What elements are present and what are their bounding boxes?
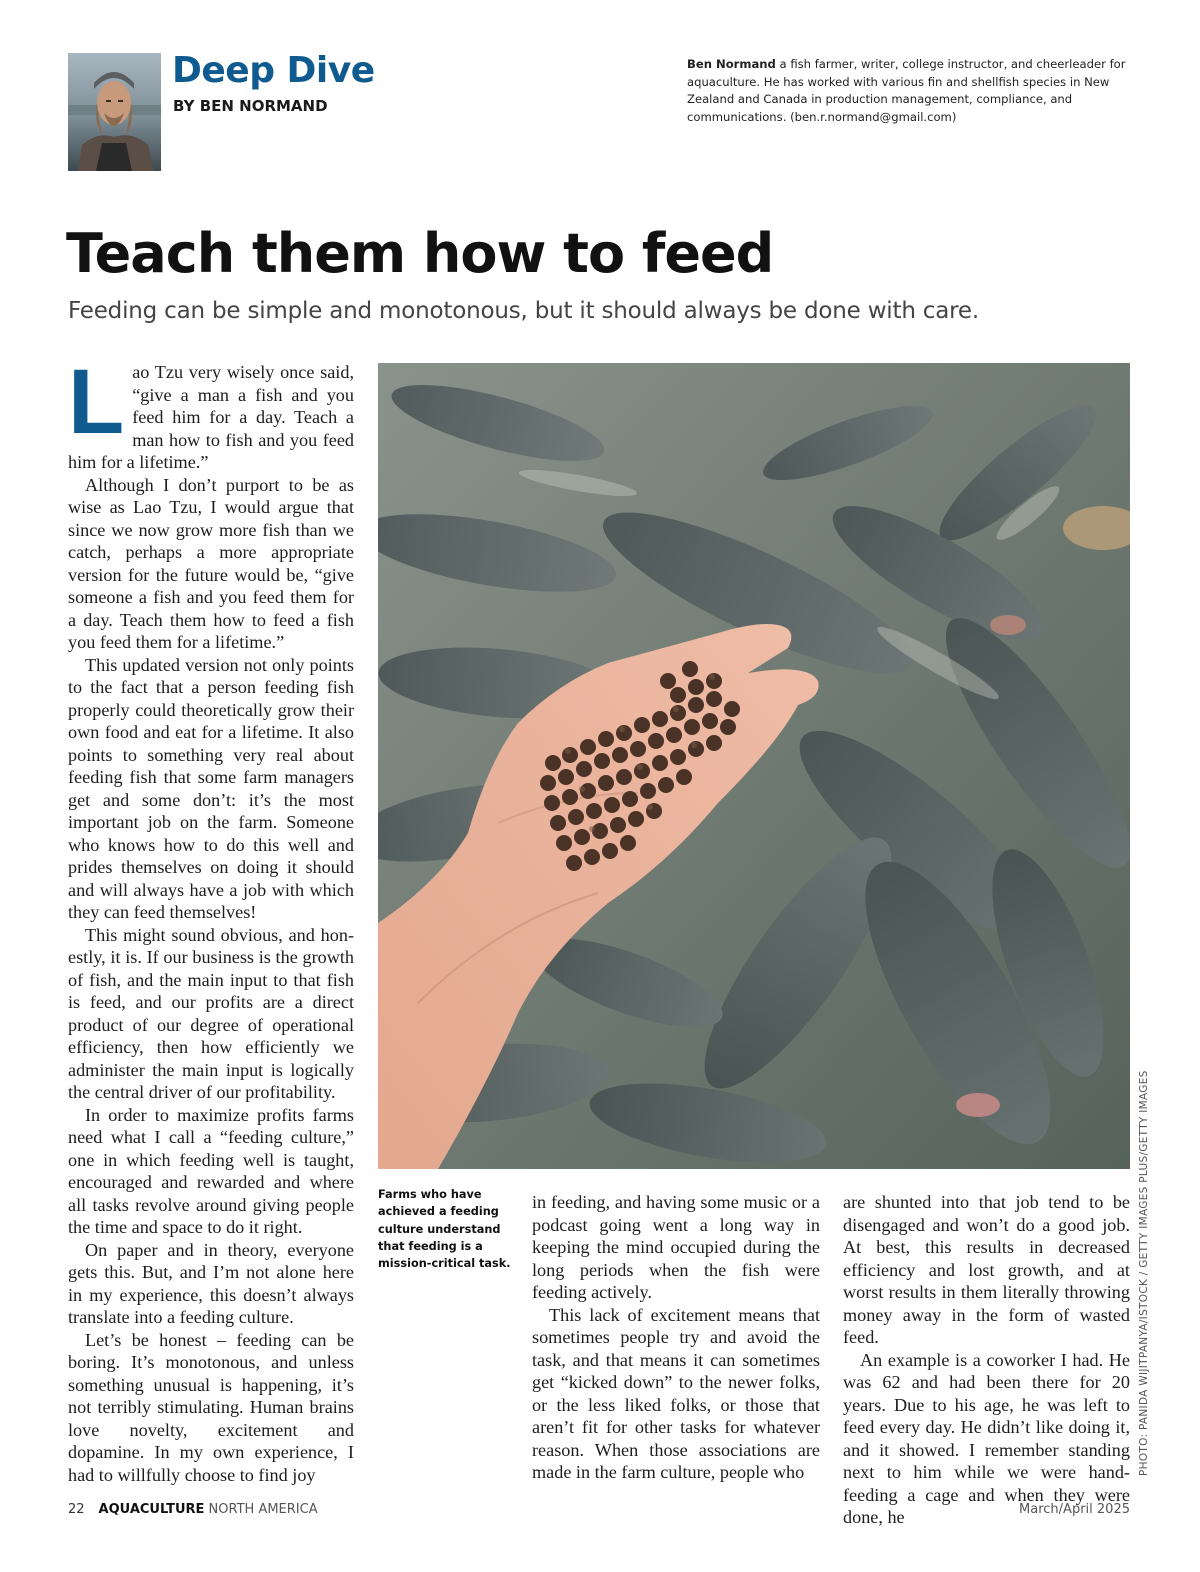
- paragraph: In order to maximize profits farms need what I call a “feeding culture,” one in which feeding well is taught, encouraged and rewarded and where all tasks revolve around giving people the time and space to do it right.: [68, 1104, 354, 1237]
- paragraph: are shunted into that job tend to be disengaged and won’t do a good job. At best, this results in decreased efficiency and lost growth, and at worst results in them literally throwing money away in the form of wasted feed.: [843, 1192, 1130, 1347]
- page-number: 22: [68, 1502, 85, 1517]
- photo-caption: Farms who have achieved a feeding culture understand that feeding is a mission-critical task.: [378, 1188, 511, 1271]
- paragraph: This might sound obvious, and honestly, it is. If our business is the growth of fish, and the main input to that fish is feed, and our profits are a direct product of our degree of operational efficiency, then how efficiently we administer the main input is logically the central driver of our profitability.: [68, 924, 354, 1102]
- article-column-2: [532, 1191, 820, 1484]
- publication-region: NORTH AMERICA: [204, 1502, 318, 1517]
- paragraph: Although I don’t purport to be as wise as Lao Tzu, I would argue that since we now grow more fish than we catch, perhaps a more appropriate version for the future would be, “give someone a fish and you feed them for a day. Teach them how to feed a fish you feed them for a lifetime.”: [68, 474, 354, 652]
- paragraph: An example is a coworker I had. He was 62 and had been there for 20 years. Due to his age, he was left to feed every day. He didn’t like doing it, and it showed. I remember standing next to him while we were hand-feeding a cage and when they were done, he: [843, 1349, 1130, 1527]
- footer-publication: [68, 1502, 318, 1517]
- article-column-3: [843, 1191, 1130, 1529]
- article-headline: Teach them how to feed: [66, 222, 774, 285]
- paragraph: Let’s be honest – feeding can be boring. It’s monotonous, and unless something unusual is happening, it’s not terribly stimulating. Human brains love novelty, excitement and dopamine. In my own experience, I had to willfully choose to find joy: [68, 1329, 354, 1485]
- author-name: Ben Normand: [687, 57, 776, 71]
- photo-credit: PHOTO: PANIDA WIJITPANYA/ISTOCK / GETTY IMAGES PLUS/GETTY IMAGES: [1138, 1070, 1150, 1476]
- paragraph: Lao Tzu very wisely once said, “give a man a fish and you feed him for a day. Teach a man how to fish and you feed him for a lifetime.”: [68, 351, 354, 472]
- author-bio-text: a fish farmer, writer, college instructor, and cheerleader for aquaculture. He has worked with various fin and shellfish species in New Zealand and Canada in production management, compliance, and communications. (ben.r.normand@gmail.com): [687, 57, 1126, 124]
- column-title: Deep Dive: [172, 50, 375, 91]
- paragraph: This updated version not only points to the fact that a person feeding fish properly could theoretically grow their own food and eat for a lifetime. It also points to something very real about feeding fish that some farm managers get and some don’t: it’s the most important job on the farm. Someone who knows how to do this well and prides themselves on doing it should and will always have a job with which they can feed themselves!: [68, 654, 354, 922]
- drop-cap: L: [68, 351, 125, 453]
- article-column-1: [68, 351, 354, 1486]
- author-bio: [687, 56, 1135, 126]
- paragraph: This lack of excitement means that sometimes people try and avoid the task, and that means it can sometimes get “kicked down” to the newer folks, or the less liked folks, or those that aren’t fit for other tasks for whatever reason. When those associations are made in the farm culture, people who: [532, 1304, 820, 1482]
- issue-date: March/April 2025: [1019, 1502, 1130, 1517]
- author-portrait: [68, 53, 161, 171]
- publication-brand: AQUACULTURE: [98, 1502, 205, 1517]
- article-deck: Feeding can be simple and monotonous, but it should always be done with care.: [68, 298, 979, 324]
- column-byline: BY BEN NORMAND: [173, 97, 328, 115]
- paragraph: in feeding, and having some music or a podcast going went a long way in keeping the mind occupied during the long periods when the fish were feeding actively.: [532, 1192, 820, 1302]
- article-photo: [378, 363, 1130, 1169]
- paragraph: On paper and in theory, everyone gets this. But, and I’m not alone here in my experience, this doesn’t always translate into a feeding culture.: [68, 1239, 354, 1327]
